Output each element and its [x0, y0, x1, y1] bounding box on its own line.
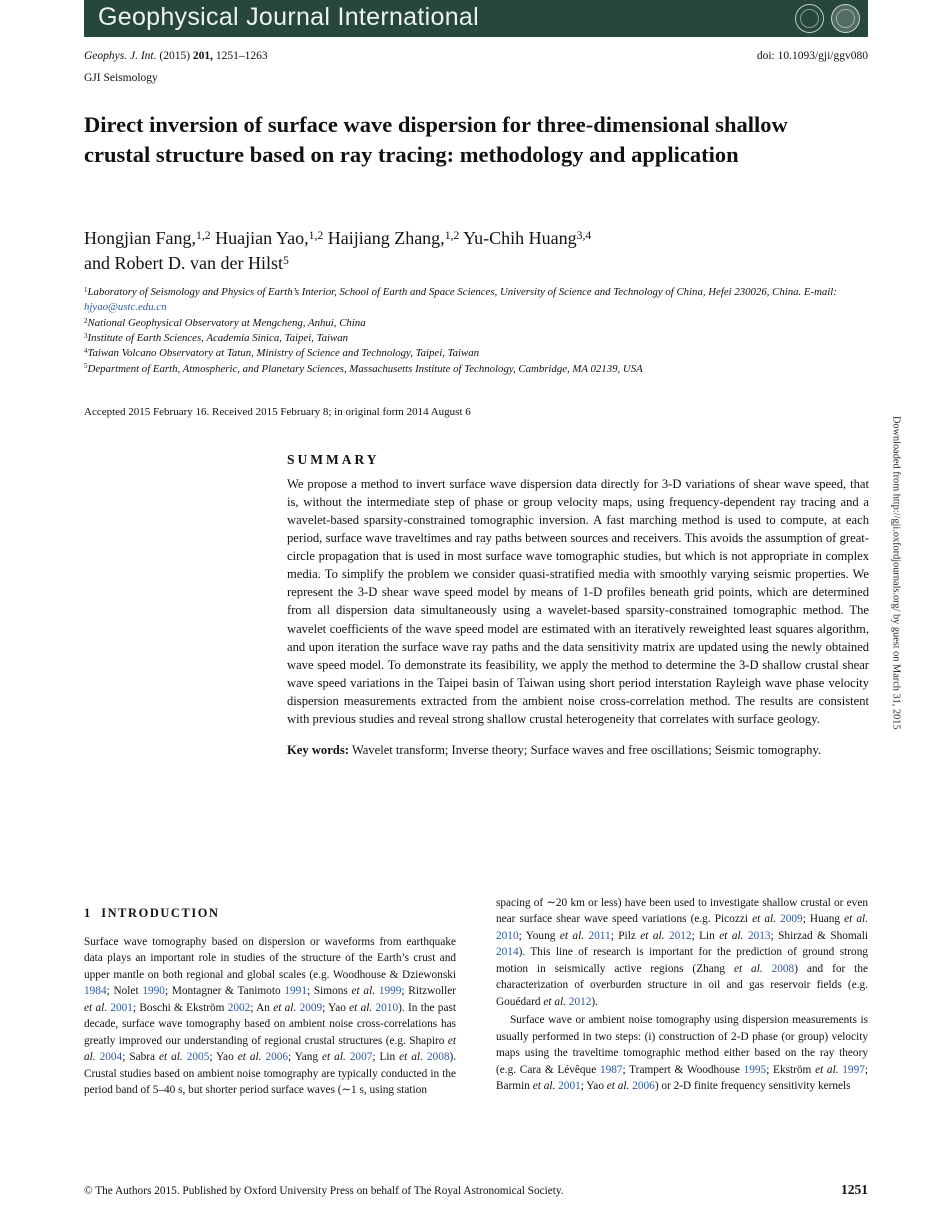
citation-link[interactable]: 2005: [186, 1051, 210, 1064]
text-segment: ; Simons: [306, 985, 352, 998]
citation-link[interactable]: 2011: [588, 929, 611, 942]
section-number: 1: [84, 906, 91, 920]
text-segment: 5: [84, 362, 88, 371]
text-segment: et al.: [543, 995, 566, 1008]
download-notice: Downloaded from http://gji.oxfordjournals.org/ by guest on March 31, 2015: [890, 416, 902, 730]
text-segment: ; Lin: [691, 929, 720, 942]
text-segment: ; An: [250, 1001, 274, 1014]
text-segment: and Robert D. van der Hilst: [84, 253, 283, 274]
intro-paragraph-2: [496, 1012, 868, 1094]
citation-row: [84, 50, 868, 62]
text-segment: ; Yang: [288, 1051, 323, 1064]
text-segment: (2015): [156, 50, 193, 62]
banner-logos: [795, 4, 860, 33]
citation-link[interactable]: 2010: [375, 1001, 399, 1014]
text-segment: ; Sabra: [122, 1051, 160, 1064]
text-segment: Surface wave tomography based on dispersion or waveforms from earthquake data plays an important role in studies of the structure of the Earth’s crust and upper mantle on both regional and global scales (e.g. Woodhouse & Dziewonski: [84, 936, 456, 981]
citation-link[interactable]: 2014: [496, 946, 519, 959]
text-segment: ; Pilz: [610, 929, 641, 942]
body-columns: [84, 893, 868, 1178]
journal-citation: [84, 50, 268, 62]
section-heading-introduction: [84, 906, 456, 921]
citation-link[interactable]: 1991: [284, 985, 307, 998]
text-segment: 3: [84, 331, 88, 340]
text-segment: et al.: [351, 985, 376, 998]
intro-paragraph-1-continued: [496, 895, 868, 1010]
text-segment: 4: [84, 347, 88, 356]
text-segment: et al.: [349, 1001, 373, 1014]
copyright-notice: © The Authors 2015. Published by Oxford University Press on behalf of The Royal Astronomical Society.: [84, 1185, 564, 1197]
text-segment: ; Huang: [802, 913, 845, 926]
citation-link[interactable]: 1987: [599, 1063, 623, 1076]
text-segment: ; Trampert & Woodhouse: [622, 1063, 744, 1076]
text-segment: 201,: [192, 50, 214, 62]
citation-link[interactable]: 1999: [378, 985, 402, 998]
text-segment: 1,2: [196, 228, 211, 242]
text-segment: ; Young: [518, 929, 560, 942]
text-segment: ) or 2-D finite frequency sensitivity kernels: [654, 1080, 851, 1093]
text-segment: et al.: [733, 962, 763, 975]
journal-name: Geophysical Journal International: [98, 3, 479, 31]
text-segment: 3,4: [576, 228, 592, 242]
text-segment: Institute of Earth Sciences, Academia Sinica, Taipei, Taiwan: [87, 331, 349, 344]
affiliation-3: [84, 331, 868, 346]
citation-link[interactable]: 2009: [780, 913, 803, 926]
text-segment: 1251–1263: [213, 50, 268, 62]
citation-link[interactable]: 1997: [842, 1063, 865, 1076]
text-segment: et al.: [559, 929, 585, 942]
text-segment: Geophys. J. Int.: [84, 50, 157, 62]
text-segment: ; Ritzwoller: [401, 985, 456, 998]
text-segment: ). This line of research is important for the prediction of ground strong motion in seismically active regions (Zhang: [496, 946, 868, 975]
text-segment: Department of Earth, Atmospheric, and Planetary Sciences, Massachusetts Institute of Technology, Cambridge, MA 02139, USA: [87, 362, 643, 375]
text-segment: ; Montagner & Tanimoto: [164, 985, 285, 998]
text-segment: et al.: [322, 1051, 346, 1064]
text-segment: 1,2: [308, 228, 324, 242]
text-segment: 1: [84, 285, 88, 294]
journal-banner: [84, 0, 868, 37]
text-segment: et al.: [815, 1063, 839, 1076]
page-footer: [84, 1182, 868, 1198]
citation-link[interactable]: 2008: [426, 1051, 450, 1064]
text-segment: Haijiang Zhang,: [323, 228, 445, 248]
right-column: [496, 893, 868, 1178]
citation-link[interactable]: 2006: [632, 1080, 655, 1093]
text-segment: spacing of ∼20 km or less) have been used to investigate shallow crustal or even near surface shear wave speed variations (e.g. Picozzi: [496, 897, 868, 926]
author-list: [84, 226, 868, 276]
left-column: [84, 893, 456, 1178]
text-segment: ). In the past decade, surface wave tomography based on ambient noise cross-correlations has greatly improved our understanding of regional crustal structures (e.g. Shapiro: [84, 1001, 456, 1047]
text-segment: [763, 963, 772, 975]
text-segment: ; Yao: [209, 1051, 238, 1064]
citation-link[interactable]: 2001: [558, 1080, 581, 1093]
text-segment: ). Crustal studies based on ambient noise tomography are typically conducted in the period band of 5–40 s, but shorter period surface waves (∼1 s, using station: [84, 1051, 457, 1097]
text-segment: ; Ekström: [766, 1063, 816, 1076]
text-segment: et al.: [752, 913, 776, 926]
intro-paragraph-1: [84, 934, 456, 1099]
text-segment: 5: [282, 253, 289, 267]
affiliation-4: [84, 346, 868, 361]
citation-link[interactable]: 2010: [496, 929, 519, 942]
text-segment: Surface wave or ambient noise tomography using dispersion measurements is usually performed in two steps: (i) construction of 2-D phase (or group) velocity maps using the traveltime tomographic method either based on the ray theory (e.g. Cara & Lévêque: [496, 1014, 868, 1076]
affiliation-list: [84, 285, 868, 377]
journal-section-label: GJI Seismology: [84, 72, 158, 84]
text-segment: Wavelet transform; Inverse theory; Surface waves and free oscillations; Seismic tomography.: [348, 742, 822, 757]
text-segment: ) and for the characterization of overburden structure in oil and gas reservoir fields (e.g. Gouédard: [496, 962, 868, 1008]
doi: doi: 10.1093/gji/ggv080: [756, 50, 868, 62]
text-segment: et al.: [159, 1051, 183, 1064]
citation-link[interactable]: 2001: [110, 1001, 133, 1014]
text-segment: Laboratory of Seismology and Physics of Earth’s Interior, School of Earth and Space Sciences, University of Science and Technology of China, Hefei 230026, China. E-mail:: [87, 286, 837, 298]
text-segment: ; Yao: [322, 1001, 350, 1014]
citation-link[interactable]: 1990: [142, 985, 165, 998]
citation-link[interactable]: 2007: [349, 1051, 373, 1064]
summary-text: We propose a method to invert surface wave dispersion data directly for 3-D variations of shear wave speed, that is, without the intermediate step of phase or group velocity maps, using frequency-dependent ray tracing and a wavelet-based sparsity-constrained tomographic inversion. A fast marching method is used to compute, at each period, surface wave traveltimes and ray paths between sources and receivers. This avoids the assumption of great-circle propagation that is used in most surface wave tomographic studies, but which is not appropriate in complex media. To simplify the problem we consider quasi-stratified media with smoothly varying seismic properties. We represent the 3-D shear wave speed model by means of 1-D profiles beneath grid points, which are determined from all dispersion data simultaneously using a wavelet-based sparsity-constrained tomographic method. The wavelet coefficients of the wave speed model are estimated with an iteratively reweighted least squares algorithm, and upon iteration the surface wave ray paths and the data sensitivity matrix are updated using the newly obtained wave speed model. To demonstrate its feasibility, we apply the method to determine the 3-D shallow crustal shear wave speed variations in the Taipei basin of Taiwan using short period interstation Rayleigh wave phase velocity dispersion measurements extracted from the ambient noise cross-correlation method. The results are consistent with previous studies and reveal strong shallow crustal heterogeneity that correlates with surface geology.: [287, 477, 869, 726]
text-segment: ; Barmin: [496, 1063, 868, 1093]
text-segment: et al.: [399, 1051, 423, 1064]
citation-link[interactable]: 1984: [84, 985, 107, 998]
citation-link[interactable]: 2002: [227, 1001, 251, 1014]
text-segment: et al.: [640, 929, 665, 942]
text-segment: et al.: [84, 1034, 456, 1064]
ras-seal-icon: [795, 4, 824, 33]
text-segment: Key words:: [287, 742, 349, 757]
affiliation-2: [84, 316, 868, 331]
affiliation-5: [84, 362, 868, 377]
citation-link[interactable]: 2012: [668, 929, 692, 942]
text-segment: ; Shirzad & Shomali: [770, 929, 868, 942]
text-segment: ; Boschi & Ekström: [132, 1001, 228, 1014]
text-segment: et al.: [273, 1001, 297, 1014]
text-segment: ; Lin: [372, 1051, 400, 1064]
text-segment: et al.: [237, 1051, 262, 1064]
text-segment: ; Nolet: [106, 985, 143, 998]
keywords: [287, 741, 869, 759]
section-title: INTRODUCTION: [101, 906, 220, 920]
text-segment: et al.: [606, 1080, 630, 1093]
text-segment: 2: [84, 316, 88, 325]
article-title: Direct inversion of surface wave dispersion for three-dimensional shallow crustal structure based on ray tracing: methodology and application: [84, 112, 788, 167]
text-segment: et al.: [719, 929, 744, 942]
history-line: Accepted 2015 February 16. Received 2015 February 8; in original form 2014 August 6: [84, 406, 471, 418]
ras-anniversary-seal-icon: [831, 4, 860, 33]
text-segment: et al.: [532, 1080, 556, 1093]
text-segment: National Geophysical Observatory at Mengcheng, Anhui, China: [87, 316, 366, 329]
text-segment: Huajian Yao,: [210, 228, 309, 248]
citation-link[interactable]: 2004: [99, 1051, 123, 1064]
text-segment: 1,2: [444, 228, 460, 242]
citation-link[interactable]: 2006: [265, 1051, 289, 1064]
summary-heading: SUMMARY: [287, 452, 380, 467]
text-segment: Hongjian Fang,: [84, 228, 196, 248]
affiliation-1: [84, 285, 868, 316]
citation-link[interactable]: 2008: [771, 962, 795, 975]
text-segment: et al.: [84, 1001, 108, 1014]
text-segment: Yu-Chih Huang: [459, 228, 577, 248]
citation-link[interactable]: 2009: [299, 1001, 323, 1014]
citation-link[interactable]: 2013: [747, 929, 771, 942]
summary-section: [287, 452, 869, 759]
page-number: 1251: [841, 1182, 868, 1197]
text-segment: Taiwan Volcano Observatory at Tatun, Ministry of Science and Technology, Taipei, Taiwan: [87, 347, 480, 360]
text-segment: et al.: [844, 913, 868, 926]
text-segment: ).: [591, 995, 598, 1008]
email-link[interactable]: hjyao@ustc.edu.cn: [84, 301, 167, 314]
citation-link[interactable]: 1995: [743, 1063, 767, 1076]
citation-link[interactable]: 2012: [568, 995, 592, 1008]
text-segment: ; Yao: [580, 1080, 607, 1093]
